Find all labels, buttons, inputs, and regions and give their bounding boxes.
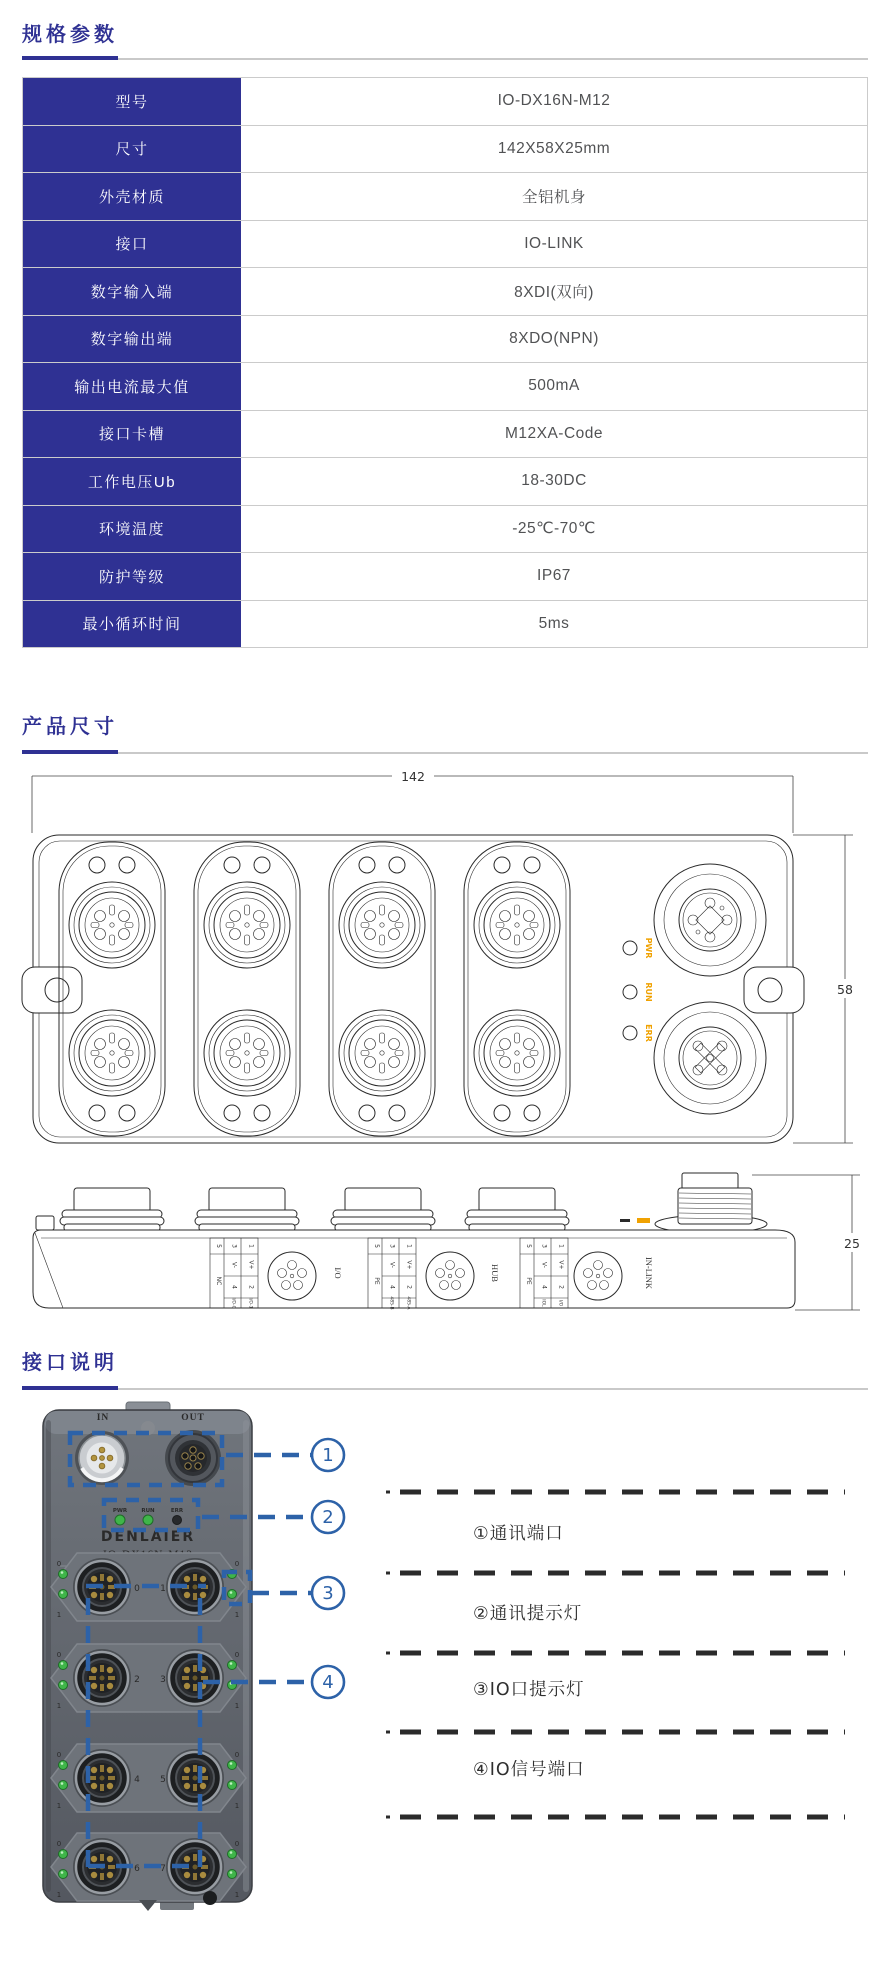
pin-cell: 2 [557, 1285, 565, 1289]
dimension-drawing [0, 760, 891, 1320]
callout-circle-3 [312, 1577, 344, 1609]
pin-cell: 2 [405, 1285, 413, 1289]
callout-circle-4 [312, 1666, 344, 1698]
callout-number: 4 [322, 1672, 334, 1693]
spec-label: 外壳材质 [23, 173, 241, 220]
callout-item-3: ③IO口提示灯 [473, 1680, 585, 1700]
dimensions-section-title: 产品尺寸 [22, 716, 118, 738]
pin-cell: 5 [525, 1244, 532, 1248]
table-row [23, 221, 867, 269]
table-row [23, 78, 867, 126]
spec-value: 5ms [241, 601, 867, 648]
section-rule-accent [22, 1386, 118, 1390]
spec-value: M12XA-Code [241, 411, 867, 458]
pin-cell: I/O-1 [247, 1297, 253, 1309]
spec-value: 18-30DC [241, 458, 867, 505]
connector-nut [60, 1188, 164, 1231]
pin-cell: V+ [557, 1260, 565, 1270]
spec-value: 500mA [241, 363, 867, 410]
connector-nut [331, 1188, 435, 1231]
pin-cell: 2 [247, 1285, 255, 1289]
led-label-run: RUN [141, 1508, 155, 1514]
spec-value: 8XDO(NPN) [241, 316, 867, 363]
callout-item-2: ②通讯提示灯 [473, 1604, 583, 1624]
spec-table [22, 77, 868, 648]
spec-label: 环境温度 [23, 506, 241, 553]
spec-value: -25℃-70℃ [241, 506, 867, 553]
spec-value: IO-LINK [241, 221, 867, 268]
spec-value: IO-DX16N-M12 [241, 78, 867, 125]
pin-cell: 485-A [405, 1296, 411, 1310]
dim-height-label: 58 [837, 982, 853, 997]
section-rule-accent [22, 750, 118, 754]
pin-cell: 1 [557, 1244, 565, 1248]
led-label-pwr: PWR [112, 1508, 128, 1514]
port-number: 6 [134, 1864, 140, 1874]
status-leds [623, 938, 653, 1042]
front-view [22, 835, 804, 1143]
pin-cell: 3 [540, 1244, 548, 1248]
pin-cell: 1 [405, 1244, 413, 1248]
spec-label: 输出电流最大值 [23, 363, 241, 410]
pin-cell: 3 [230, 1244, 238, 1248]
dim-depth-label: 25 [844, 1236, 860, 1251]
io-port [73, 1649, 131, 1707]
spec-label: 型号 [23, 78, 241, 125]
out-connector [165, 1430, 221, 1486]
pin-cell: 3 [388, 1244, 396, 1248]
section-rule [22, 752, 868, 754]
pin-cell: I/O-0 [230, 1297, 236, 1309]
callout-number: 1 [322, 1445, 334, 1466]
port-number: 4 [134, 1775, 140, 1785]
dim-width [32, 766, 793, 833]
threaded-connector [655, 1173, 767, 1233]
port-name-cell: PE [525, 1277, 532, 1285]
table-row [23, 601, 867, 648]
callout-item-1: ①通讯端口 [473, 1524, 564, 1544]
led-label-err: ERR [644, 1024, 653, 1042]
interface-figure: 0 1 IN OUT PWR RUN ERR DENLAIER 0 1 2 3 4 5 6 7 1 2 3 4 ①通讯端口 ②通讯提示灯 ③IO口提示灯 ④IO信号端口 [0, 1400, 891, 1960]
callout-legend [386, 1492, 845, 1817]
table-row [23, 458, 867, 506]
io-port [73, 1749, 131, 1807]
spec-label: 数字输出端 [23, 316, 241, 363]
io-port [166, 1749, 224, 1807]
port-number: 0 [134, 1584, 140, 1594]
spec-label: 工作电压Ub [23, 458, 241, 505]
side-view [33, 1173, 795, 1311]
port-number: 5 [160, 1775, 166, 1785]
pin-cell: 4 [540, 1285, 548, 1289]
mounting-ear-right [744, 967, 804, 1013]
spec-value: 142X58X25mm [241, 126, 867, 173]
section-rule [22, 1388, 868, 1390]
dim-width-label: 142 [401, 769, 425, 784]
section-rule-accent [22, 56, 118, 60]
pin-cell: 4 [230, 1285, 238, 1289]
led-label-run: RUN [644, 982, 653, 1002]
table-row [23, 316, 867, 364]
port-name-cell: NC [215, 1276, 222, 1286]
table-row [23, 126, 867, 174]
spec-value: 全铝机身 [241, 173, 867, 220]
pin-cell: 5 [373, 1244, 380, 1248]
side-port-label: I/O [333, 1267, 343, 1279]
bus-connector-in [654, 864, 766, 976]
callout-number: 2 [322, 1507, 334, 1528]
port-name-cell: PE [373, 1277, 380, 1285]
side-port-label: IN-LINK [644, 1256, 654, 1290]
port-number: 3 [160, 1675, 166, 1685]
table-row [23, 506, 867, 554]
connector-nut [465, 1188, 569, 1231]
table-row [23, 553, 867, 601]
port-number: 7 [160, 1864, 166, 1874]
spec-label: 接口 [23, 221, 241, 268]
brand-logo: DENLAIER [100, 1529, 196, 1545]
interface-section-title: 接口说明 [22, 1352, 118, 1374]
device-photo [43, 1402, 252, 1911]
led-label-err: ERR [170, 1508, 184, 1514]
spec-label: 防护等级 [23, 553, 241, 600]
spec-label: 最小循环时间 [23, 601, 241, 648]
io-port-pod [464, 842, 570, 1136]
specs-section-title: 规格参数 [22, 24, 118, 46]
out-port-label: OUT [181, 1413, 205, 1423]
spec-value: IP67 [241, 553, 867, 600]
table-row [23, 411, 867, 459]
port-number: 2 [134, 1675, 140, 1685]
table-row [23, 363, 867, 411]
io-port [166, 1649, 224, 1707]
callout-circle-2 [312, 1501, 344, 1533]
callout-item-4: ④IO信号端口 [473, 1760, 585, 1780]
section-rule [22, 58, 868, 60]
pin-cell: 1 [247, 1244, 255, 1248]
led-label-pwr: PWR [644, 937, 653, 959]
pin-cell: IOL [540, 1299, 546, 1307]
in-connector [75, 1431, 129, 1485]
pin-cell: V- [388, 1262, 396, 1268]
mounting-ear-left [22, 967, 82, 1013]
table-row [23, 173, 867, 221]
callout-circle-1 [312, 1439, 344, 1471]
spec-label: 接口卡槽 [23, 411, 241, 458]
table-row [23, 268, 867, 316]
pin-cell: V+ [405, 1260, 413, 1270]
pin-cell: V- [230, 1262, 238, 1268]
pin-cell: V- [540, 1262, 548, 1268]
io-port-pod [329, 842, 435, 1136]
pin-cell: 5 [215, 1244, 222, 1248]
callout-number: 3 [322, 1583, 334, 1604]
side-led-window [637, 1218, 650, 1223]
io-port-pod [194, 842, 300, 1136]
pin-cell: V+ [247, 1260, 255, 1270]
connector-nut [195, 1188, 299, 1231]
bus-connector-out [654, 1002, 766, 1114]
pin-cell: 4 [388, 1285, 396, 1289]
spec-label: 尺寸 [23, 126, 241, 173]
pin-cell: 485-B [388, 1296, 394, 1310]
in-port-label: IN [96, 1413, 110, 1423]
side-port-label: HUB [490, 1264, 500, 1282]
spec-value: 8XDI(双向) [241, 268, 867, 315]
pin-cell: I/O [557, 1299, 563, 1307]
spec-label: 数字输入端 [23, 268, 241, 315]
port-number: 1 [160, 1584, 166, 1594]
